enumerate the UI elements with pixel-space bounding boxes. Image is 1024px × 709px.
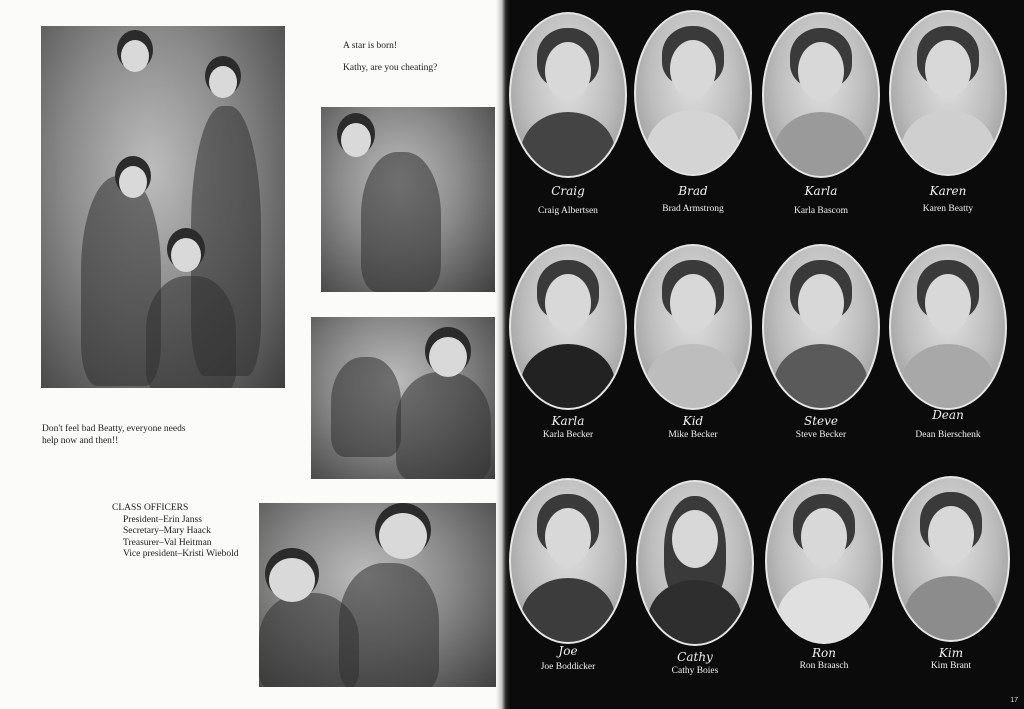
portrait-name: Joe Boddicker [540, 662, 596, 672]
officer-line: Secretary–Mary Haack [123, 526, 211, 536]
portrait-photo [509, 244, 627, 410]
portrait-signature: Dean [932, 408, 964, 422]
portrait-photo [509, 12, 627, 178]
portrait-photo [762, 244, 880, 410]
portrait-photo [634, 10, 752, 176]
page-number: 17 [1010, 697, 1018, 704]
portrait-photo [634, 244, 752, 410]
officer-line: Vice president–Kristi Wiebold [123, 549, 239, 559]
portrait-signature: Karla [551, 414, 585, 428]
senior-portrait [762, 12, 880, 216]
portrait-signature: Brad [678, 184, 708, 198]
portrait-name: Craig Albertsen [538, 206, 598, 216]
portrait-name: Karen Beatty [922, 204, 974, 214]
portrait-photo [762, 12, 880, 178]
portrait-name: Steve Becker [795, 430, 847, 440]
senior-portrait [634, 10, 752, 214]
portrait-name: Ron Braasch [799, 661, 849, 671]
portrait-name: Cathy Boies [671, 666, 719, 676]
shelf-photo [321, 107, 495, 292]
portrait-photo [889, 10, 1007, 176]
group-photo [41, 26, 285, 388]
portrait-signature: Steve [803, 414, 839, 428]
senior-portrait [509, 12, 627, 216]
portrait-name: Kim Brant [930, 661, 972, 671]
portrait-signature: Kid [682, 414, 704, 428]
senior-portrait [509, 478, 627, 672]
officer-line: President–Erin Janss [123, 514, 202, 525]
senior-portrait [889, 10, 1007, 214]
portrait-signature: Kim [938, 646, 964, 660]
officer-line: Treasurer–Val Heitman [123, 537, 212, 548]
senior-portrait [634, 244, 752, 440]
senior-portrait [765, 478, 883, 671]
reading-photo [259, 503, 497, 687]
senior-portrait [889, 244, 1007, 440]
portrait-name: Karla Bascom [793, 206, 849, 216]
senior-portrait [509, 244, 627, 440]
portrait-photo [509, 478, 627, 644]
portrait-name: Brad Armstrong [662, 204, 724, 214]
left-page [0, 0, 504, 709]
senior-portrait [892, 476, 1010, 671]
caption-star: A star is born! [343, 41, 398, 51]
portrait-signature: Joe [558, 644, 578, 658]
page-gutter [496, 0, 510, 709]
portrait-photo [892, 476, 1010, 642]
portrait-signature: Cathy [677, 650, 713, 664]
portrait-name: Mike Becker [668, 430, 718, 440]
portrait-signature: Craig [551, 184, 585, 198]
senior-portrait [762, 244, 880, 440]
portrait-name: Dean Bierschenk [915, 430, 981, 440]
portrait-signature: Karen [929, 184, 967, 198]
caption-cheating: Kathy, are you cheating? [343, 63, 438, 73]
portrait-signature: Ron [812, 646, 836, 660]
portrait-photo [636, 480, 754, 646]
portrait-name: Karla Becker [542, 430, 594, 440]
classroom-photo [311, 317, 495, 479]
senior-portrait [636, 480, 754, 676]
portrait-photo [765, 478, 883, 644]
caption-beatty: Don't feel bad Beatty, everyone needs help now and then!! [42, 424, 186, 446]
class-officers-heading: CLASS OFFICERS [112, 503, 189, 513]
portrait-signature: Karla [804, 184, 838, 198]
portrait-photo [889, 244, 1007, 410]
class-officers [112, 503, 238, 561]
